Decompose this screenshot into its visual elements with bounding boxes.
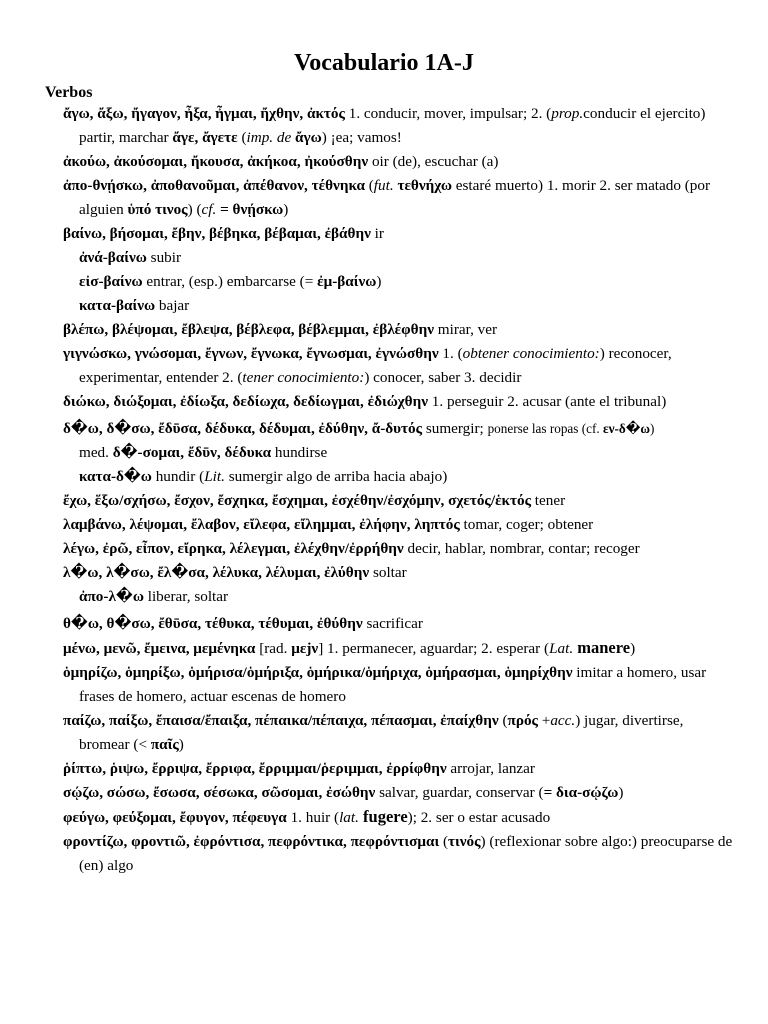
entry-text: tener bbox=[531, 492, 566, 509]
vocab-entry bbox=[63, 489, 733, 513]
entry-text: 1. conducir, mover, impulsar; 2. ( bbox=[344, 105, 552, 122]
entry-text: ) bbox=[283, 201, 289, 218]
entry-note-greek: εν-δ�ω bbox=[602, 421, 651, 436]
entry-text: salvar, guardar, conservar ( bbox=[375, 784, 544, 801]
vocab-entry bbox=[63, 465, 733, 489]
entry-italic: imp. de bbox=[246, 129, 296, 146]
entry-italic: tener conocimiento: bbox=[242, 369, 365, 386]
vocab-entry bbox=[63, 636, 733, 661]
vocab-entry bbox=[63, 150, 733, 174]
entry-headword: θ�ω, θ�σω, ἔθῡσα, τέθυκα, τέθυμαι, ἐθύθην bbox=[63, 615, 363, 632]
entry-text: ( bbox=[364, 177, 374, 194]
entry-italic: Lit. bbox=[204, 468, 225, 485]
vocab-entry bbox=[63, 709, 733, 757]
entry-headword: λ�ω, λ�σω, ἔλ�σα, λέλυκα, λέλυμαι, ἐλύθην bbox=[63, 564, 370, 581]
entry-italic: obtener conocimiento: bbox=[462, 345, 600, 362]
entry-text: ) jugar, divertirse, bromear (< bbox=[79, 712, 684, 753]
entry-text: imitar a homero, usar frases de homero, actuar escenas de homero bbox=[79, 664, 707, 705]
entry-text: ( bbox=[498, 712, 508, 729]
vocab-entry bbox=[63, 513, 733, 537]
entry-latin: fugere bbox=[358, 807, 408, 826]
entry-text: + bbox=[537, 712, 551, 729]
entry-text: oir (de), escuchar (a) bbox=[368, 153, 499, 170]
entry-text: [rad. bbox=[255, 640, 292, 657]
entry-text: hundir ( bbox=[151, 468, 205, 485]
entry-headword: βαίνω, βήσομαι, ἔβην, βέβηκα, βέβαμαι, ἐβάθην bbox=[63, 225, 371, 242]
vocab-entry bbox=[63, 417, 733, 441]
entry-italic: Lat. bbox=[549, 640, 574, 657]
entry-text: mirar, ver bbox=[434, 321, 498, 338]
entry-text: bajar bbox=[155, 297, 190, 314]
entry-greek: ἐμ-βαίνω bbox=[317, 273, 377, 290]
entry-text: soltar bbox=[369, 564, 407, 581]
entry-text: 1. huir ( bbox=[286, 809, 340, 826]
vocab-entry bbox=[63, 318, 733, 342]
entry-headword: ἔχω, ἕξω/σχήσω, ἔσχον, ἔσχηκα, ἔσχημαι, ἐσχέθην/ἐσχόμην, σχετός/ἑκτός bbox=[63, 492, 531, 509]
entry-greek: ἄγω bbox=[295, 129, 322, 146]
entry-text: decir, hablar, nombrar, contar; recoger bbox=[403, 540, 640, 557]
vocab-entry bbox=[63, 781, 733, 805]
entry-italic: fut. bbox=[373, 177, 394, 194]
entry-headword: παίζω, παίξω, ἔπαισα/ἔπαιξα, πέπαικα/πέπαιχα, πέπασμαι, ἐπαίχθην bbox=[63, 712, 499, 729]
entry-headword: βλέπω, βλέψομαι, ἔβλεψα, βέβλεφα, βέβλεμμαι, ἐβλέφθην bbox=[63, 321, 434, 338]
entry-headword: ὁμηρίζω, ὁμηρίξω, ὁμήρισα/ὁμήριξα, ὁμήρικα/ὁμήριχα, ὁμήρασμαι, ὁμηρίχθην bbox=[63, 664, 573, 681]
entry-greek: ὑπό τινος bbox=[127, 201, 188, 218]
entry-greek: τεθνήχω bbox=[393, 177, 452, 194]
entry-text: estaré muerto) 1. morir 2. ser matado (por alguien bbox=[79, 177, 711, 218]
vocab-entry bbox=[63, 661, 733, 709]
vocab-entry bbox=[63, 561, 733, 585]
entry-headword: διώκω, διώξομαι, ἐδίωξα, δεδίωχα, δεδίωγμαι, ἐδιώχθην bbox=[63, 393, 428, 410]
entry-text: ) (reflexionar sobre algo:) preocuparse de (en) algo bbox=[79, 833, 733, 874]
entry-greek: παῖς bbox=[150, 736, 179, 753]
entry-greek: = δια-σῴζω bbox=[543, 784, 619, 801]
entry-text: ) bbox=[178, 736, 184, 753]
entry-text: conducir el ejercito) partir, marchar bbox=[79, 105, 706, 146]
entry-headword: φροντίζω, φροντιῶ, ἐφρόντισα, πεφρόντικα, πεφρόντισμαι bbox=[63, 833, 440, 850]
entry-italic: prop. bbox=[551, 105, 584, 122]
entry-text: 1. ( bbox=[438, 345, 463, 362]
entry-prefix: med. bbox=[79, 444, 113, 461]
entry-greek: πρός bbox=[507, 712, 538, 729]
vocab-entry bbox=[63, 757, 733, 781]
vocab-entry bbox=[63, 585, 733, 609]
entry-greek: ἄγε, ἄγετε bbox=[172, 129, 238, 146]
vocab-entry bbox=[63, 537, 733, 561]
vocab-entry bbox=[63, 270, 733, 294]
entry-headword: κατα-βαίνω bbox=[79, 297, 156, 314]
entry-headword: φεύγω, φεύξομαι, ἔφυγον, πέφευγα bbox=[63, 809, 287, 826]
entry-headword: λαμβάνω, λέψομαι, ἔλαβον, εἴλεφα, εἴλημμαι, ἐλήφην, ληπτός bbox=[63, 516, 460, 533]
entry-headword: εἰσ-βαίνω bbox=[79, 273, 143, 290]
entry-italic: cf. bbox=[201, 201, 217, 218]
entry-text: tomar, coger; obtener bbox=[459, 516, 594, 533]
entry-text: sumergir; bbox=[422, 420, 488, 437]
entry-text: ); 2. ser o estar acusado bbox=[407, 809, 551, 826]
entry-text: ( bbox=[237, 129, 247, 146]
vocabulary-list bbox=[63, 102, 733, 878]
entry-italic: lat. bbox=[339, 809, 359, 826]
entry-italic: acc. bbox=[550, 712, 576, 729]
entry-headword: ῥίπτω, ῥιψω, ἔρριψα, ἔρριφα, ἔρριμμαι/ῥεριμμαι, ἐρρίφθην bbox=[63, 760, 447, 777]
entry-headword: μένω, μενῶ, ἔμεινα, μεμένηκα bbox=[63, 640, 256, 657]
entry-headword: ἀνά-βαίνω bbox=[79, 249, 147, 266]
vocab-entry bbox=[63, 294, 733, 318]
vocab-entry bbox=[63, 342, 733, 390]
entry-latin: manere bbox=[573, 638, 631, 657]
entry-headword: κατα-δ�ω bbox=[79, 468, 152, 485]
vocab-entry bbox=[63, 246, 733, 270]
page-title: Vocabulario 1A-J bbox=[294, 50, 474, 76]
vocab-entry bbox=[63, 805, 733, 830]
entry-text: arrojar, lanzar bbox=[446, 760, 535, 777]
vocab-entry bbox=[63, 441, 733, 465]
entry-headword: δ�-σομαι, ἔδῡν, δέδυκα bbox=[112, 444, 272, 461]
entry-text: ( bbox=[439, 833, 449, 850]
entry-text: ) bbox=[630, 640, 636, 657]
entry-note: ponerse las ropas (cf. bbox=[487, 421, 603, 436]
entry-text: ) ¡ea; vamos! bbox=[321, 129, 402, 146]
entry-text: subir bbox=[146, 249, 182, 266]
entry-text: ] 1. permanecer, aguardar; 2. esperar ( bbox=[318, 640, 550, 657]
entry-text: entrar, (esp.) embarcarse (= bbox=[142, 273, 318, 290]
vocab-entry bbox=[63, 830, 733, 878]
entry-text: sumergir algo de arriba hacia abajo) bbox=[224, 468, 448, 485]
entry-headword: ἀκούω, ἀκούσομαι, ἤκουσα, ἀκήκοα, ἠκούσθην bbox=[63, 153, 369, 170]
entry-text: ) reconocer, experimentar, entender 2. ( bbox=[79, 345, 672, 386]
vocab-entry bbox=[63, 390, 733, 414]
vocab-entry bbox=[63, 222, 733, 246]
entry-text: ) conocer, saber 3. decidir bbox=[364, 369, 522, 386]
vocab-entry bbox=[63, 174, 733, 222]
entry-text: liberar, soltar bbox=[143, 588, 229, 605]
entry-note-end: ) bbox=[650, 421, 655, 436]
vocab-entry bbox=[63, 612, 733, 636]
entry-greek: τινός bbox=[448, 833, 481, 850]
entry-text: ) bbox=[376, 273, 382, 290]
entry-text: ir bbox=[370, 225, 384, 242]
entry-headword: γιγνώσκω, γνώσομαι, ἔγνων, ἔγνωκα, ἔγνωσμαι, ἐγνώσθην bbox=[63, 345, 439, 362]
entry-headword: λέγω, ἐρῶ, εἶπον, εἴρηκα, λέλεγμαι, ἐλέχθην/ἐρρήθην bbox=[63, 540, 404, 557]
entry-text: ) ( bbox=[187, 201, 202, 218]
entry-text: sacrificar bbox=[362, 615, 423, 632]
entry-headword: σῴζω, σώσω, ἔσωσα, σέσωκα, σῶσομαι, ἐσώθην bbox=[63, 784, 376, 801]
entry-greek: = θνῄσκω bbox=[216, 201, 284, 218]
entry-headword: ἀπο-θνῄσκω, ἀποθανοῦμαι, ἀπέθανον, τέθνηκα bbox=[63, 177, 365, 194]
entry-text: 1. perseguir 2. acusar (ante el tribunal) bbox=[427, 393, 667, 410]
entry-text: hundirse bbox=[271, 444, 328, 461]
entry-greek: μεjν bbox=[291, 640, 319, 657]
entry-headword: ἄγω, ἄξω, ἤγαγον, ἦξα, ἦγμαι, ἤχθην, ἀκτός bbox=[63, 105, 345, 122]
entry-text: ) bbox=[618, 784, 624, 801]
entry-headword: ἀπο-λ�ω bbox=[79, 588, 144, 605]
vocab-entry bbox=[63, 102, 733, 150]
section-heading: Verbos bbox=[45, 84, 93, 101]
entry-headword: δ�ω, δ�σω, ἔδῡσα, δέδυκα, δέδυμαι, ἐδύθην, ἄ-δυτός bbox=[63, 420, 423, 437]
